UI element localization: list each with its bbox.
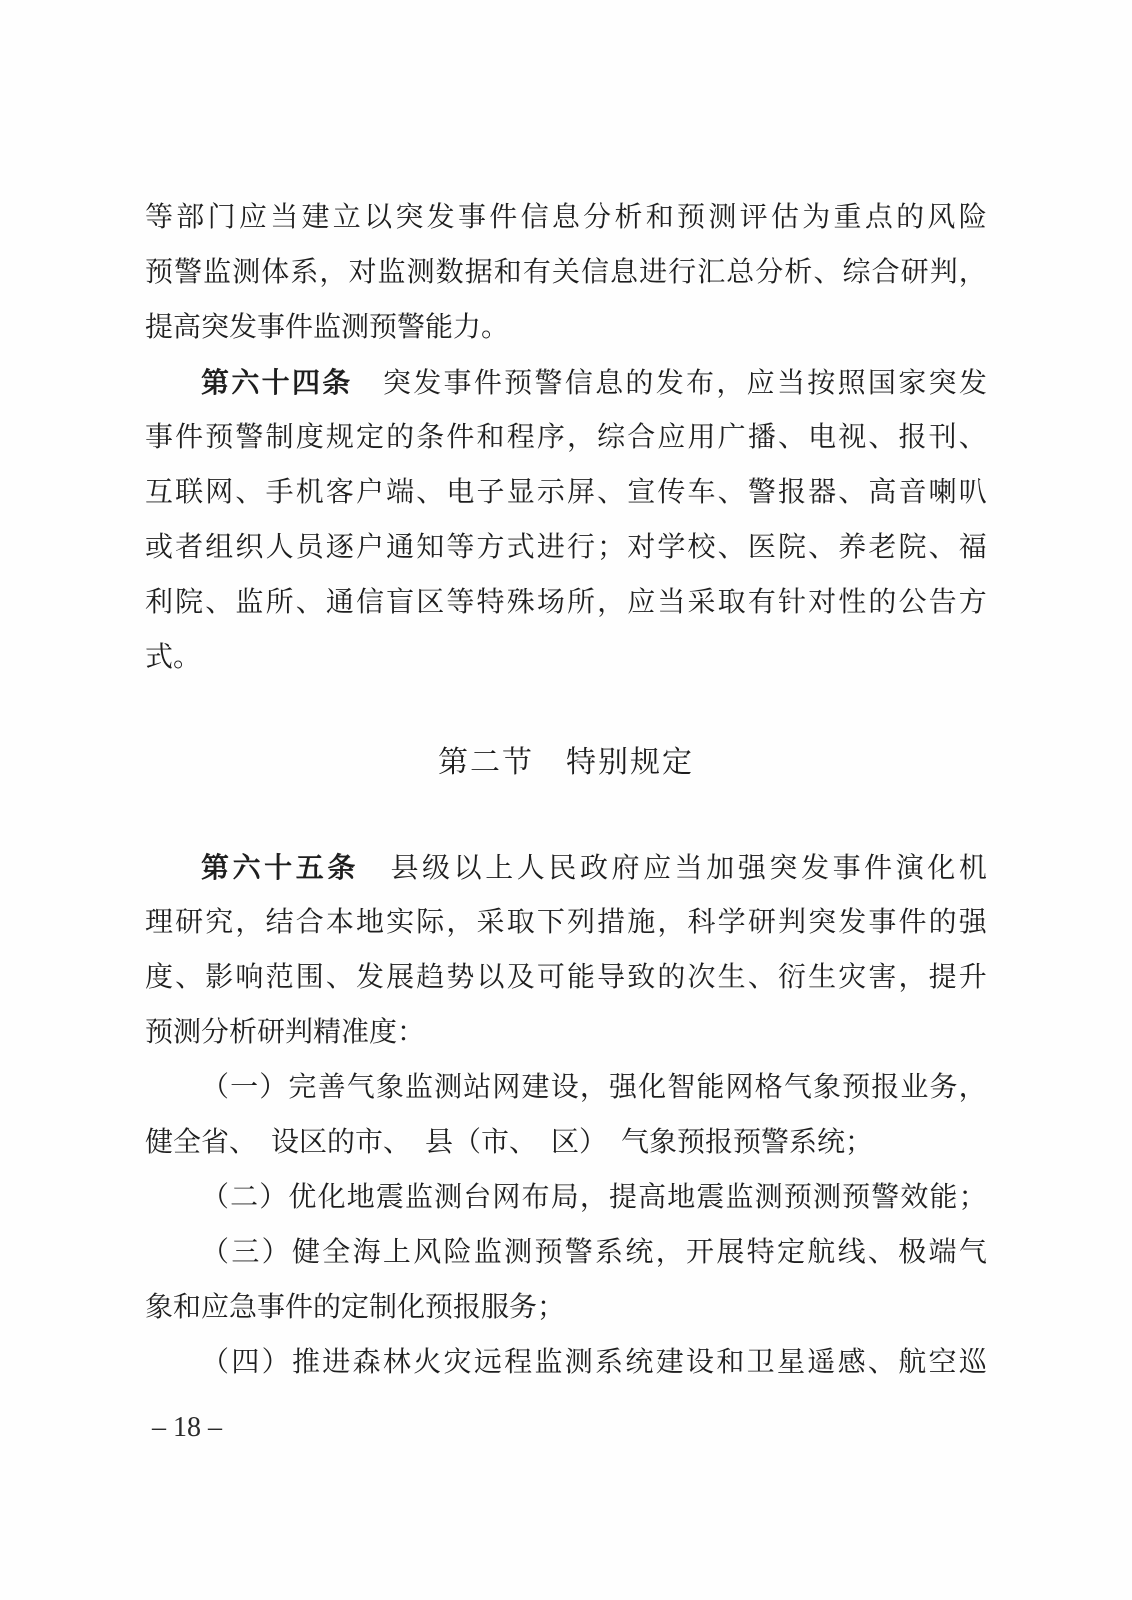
text-line: 或 者 组 织 人 员 逐 户 通 知 等 方 式 进 行 ； 对 学 校 、 医 院 、 养 老 院 、 福 — [145, 532, 987, 563]
paragraph — [145, 1170, 987, 1225]
text-line: 提高突发事件监测预警能力。 — [145, 312, 510, 343]
paragraph — [145, 1225, 987, 1335]
text-line: （ 一 ） 完 善 气 象 监 测 站 网 建 设 ， 强 化 智 能 网 格 气 象 预 报 业 务 ， — [201, 1072, 987, 1103]
paragraph — [145, 1335, 987, 1390]
text-line: （ 二 ） 优 化 地 震 监 测 台 网 布 局 ， 提 高 地 震 监 测 预 测 预 警 效 能 ； — [201, 1182, 987, 1213]
paragraph — [145, 1060, 987, 1170]
paragraph — [145, 190, 987, 355]
text-line: 象和应急事件的定制化预报服务； — [145, 1292, 566, 1323]
text-line: 度 、 影 响 范 围 、 发 展 趋 势 以 及 可 能 导 致 的 次 生 、 衍 生 灾 害 ， 提 升 — [145, 962, 987, 993]
text-line: 健全省、 设区的市、 县（市、 区） 气象预报预警系统； — [145, 1127, 874, 1158]
text-line: 互 联 网 、 手 机 客 户 端 、 电 子 显 示 屏 、 宣 传 车 、 警 报 器 、 高 音 喇 叭 — [145, 477, 987, 508]
text-line: 事 件 预 警 制 度 规 定 的 条 件 和 程 序 ， 综 合 应 用 广 播 、 电 视 、 报 刊 、 — [145, 422, 987, 453]
paragraph — [145, 355, 987, 685]
text-line: （ 三 ） 健 全 海 上 风 险 监 测 预 警 系 统 ， 开 展 特 定 航 线 、 极 端 气 — [201, 1237, 987, 1268]
section-heading: 第二节 特别规定 — [438, 746, 694, 779]
text-line: 第 六 十 五 条 县 级 以 上 人 民 政 府 应 当 加 强 突 发 事 件 演 化 机 — [201, 852, 987, 884]
body-text — [145, 190, 987, 1390]
text-line: （ 四 ） 推 进 森 林 火 灾 远 程 监 测 系 统 建 设 和 卫 星 遥 感 、 航 空 巡 — [201, 1347, 987, 1378]
text-line: 利 院 、 监 所 、 通 信 盲 区 等 特 殊 场 所 ， 应 当 采 取 有 针 对 性 的 公 告 方 — [145, 587, 987, 618]
text-line: 式。 — [145, 642, 202, 673]
paragraph — [145, 840, 987, 1060]
text-line: 理 研 究 ， 结 合 本 地 实 际 ， 采 取 下 列 措 施 ， 科 学 研 判 突 发 事 件 的 强 — [145, 907, 987, 938]
page-number: – 18 – — [152, 1412, 222, 1443]
text-line: 等 部 门 应 当 建 立 以 突 发 事 件 信 息 分 析 和 预 测 评 估 为 重 点 的 风 险 — [145, 202, 987, 233]
text-line: 预 警 监 测 体 系 ， 对 监 测 数 据 和 有 关 信 息 进 行 汇 总 分 析 、 综 合 研 判 ， — [145, 257, 987, 288]
text-line: 第 六 十 四 条 突 发 事 件 预 警 信 息 的 发 布 ， 应 当 按 照 国 家 突 发 — [201, 367, 987, 399]
text-line: 预测分析研判精准度： — [145, 1017, 426, 1048]
